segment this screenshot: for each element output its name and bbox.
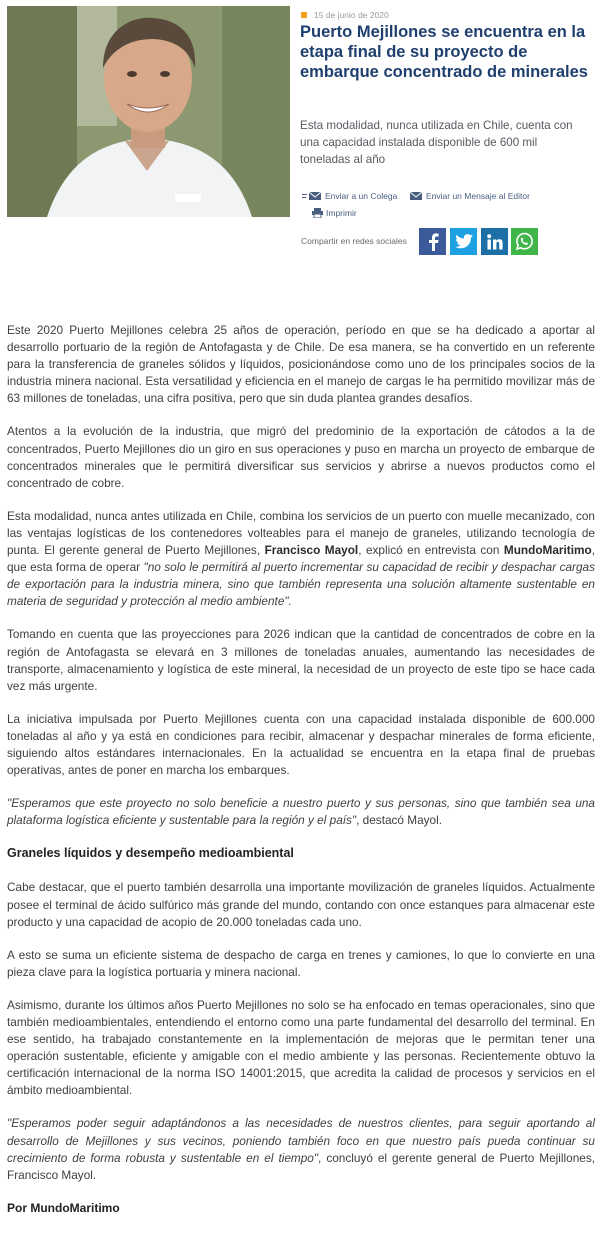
- article-byline: Por MundoMaritimo: [7, 1200, 120, 1215]
- date-text: 15 de junio de 2020: [314, 10, 389, 20]
- paragraph-2: Atentos a la evolución de la industria, que migró del predominio de la exportación de cátodos a la de concentrados, Puerto Mejillones dio un giro en sus operaciones y puso en marcha un proyecto de embarque de concentrados minerales que le permitirá diversificar sus servicios y abrirse a nuevos productos como el concentrado de cobre.: [7, 424, 595, 490]
- portrait-illustration: [7, 6, 290, 217]
- date-marker-icon: [301, 12, 307, 18]
- quote-2-attribution: , concluyó el gerente general de Puerto Mejillones, Francisco Mayol.: [7, 1150, 596, 1182]
- paragraph-8: Asimismo, durante los últimos años Puerto Mejillones no solo se ha enfocado en temas operacionales, sino que también medioambientales, entendiendo el entorno como una parte fundamental del desarrollo del terminal. En ese sentido, ha trabajado constantemente en la implementación de mejoras que le permitan tener una operación sustentable, eficiente y amigable con el medio ambiente y las personas. Recientemente obtuvo la certificación internacional de la norma ISO 14001:2015, que acredita la calidad de procesos y servicios en el ámbito medioambiental.: [7, 997, 595, 1098]
- article-headline: Puerto Mejillones se encuentra en la etapa final de su proyecto de embarque concentrado de minerales: [300, 23, 588, 81]
- paragraph-3-quote: "no solo le permitirá al puerto incrementar su capacidad de recibir y despachar cargas de exportación para la industria minera, sino que también representa una solución altamente sustentable en materia de seguridad y protección al medio ambiente".: [7, 560, 595, 609]
- quote-1-attribution: , destacó Mayol.: [356, 813, 443, 828]
- email-editor-icon: [409, 191, 423, 201]
- share-label: Compartir en redes sociales: [301, 236, 407, 246]
- outlet-name: MundoMaritimo: [503, 543, 592, 558]
- paragraph-3: [7, 508, 595, 611]
- print-link[interactable]: [312, 208, 357, 218]
- paragraph-5: La iniciativa impulsada por Puerto Mejillones cuenta con una capacidad instalada disponible de 600.000 toneladas al año y ya está en condiciones para recibir, almacenar y despachar minerales de forma eficiente, siguiendo altos estándares internacionales. En la actualidad se encuentra en la etapa final de pruebas operativas, antes de poner en marcha los embarques.: [7, 711, 595, 778]
- send-to-editor-link[interactable]: [409, 191, 530, 201]
- twitter-icon: [455, 234, 473, 249]
- publish-date: [301, 9, 389, 21]
- quote-1-text: "Esperamos que este proyecto no solo beneficie a nuestro puerto y sus personas, sino que también sea una plataforma logística eficiente y sustentable para la región y el país": [7, 796, 595, 828]
- section-subheading: Graneles líquidos y desempeño medioambiental: [7, 846, 294, 861]
- article-body: [7, 322, 595, 1217]
- paragraph-3-text-b: , explicó en entrevista con: [358, 543, 504, 558]
- paragraph-4: Tomando en cuenta que las proyecciones para 2026 indican que la cantidad de concentrados de cobre en la región de Antofagasta se elevará en 3 millones de toneladas anuales, aumentando las necesidades de transporte, almacenamiento y logística de este mineral, la necesidad de un proyecto de este tipo se hace cada vez más urgente.: [7, 627, 595, 693]
- facebook-share-button[interactable]: [419, 228, 446, 255]
- quote-2: [7, 1115, 595, 1183]
- quote-1: [7, 795, 595, 829]
- linkedin-share-button[interactable]: [481, 228, 508, 255]
- email-colleague-icon: [302, 191, 322, 201]
- print-label: Imprimir: [326, 208, 357, 218]
- article-lead: Esta modalidad, nunca utilizada en Chile, cuenta con una capacidad instalada disponible de 600 mil toneladas al año: [300, 119, 573, 166]
- send-to-colleague-link[interactable]: [302, 191, 397, 201]
- printer-icon: [312, 208, 323, 218]
- quote-2-text: "Esperamos poder seguir adaptándonos a las necesidades de nuestros clientes, para seguir aportando al desarrollo de Mejillones y sus vecinos, poniendo también foco en que nuestro país pueda continuar su crecimiento de forma robusta y sustentable en el tiempo": [7, 1116, 595, 1165]
- paragraph-7: A esto se suma un eficiente sistema de despacho de carga en trenes y camiones, lo que lo convierte en una pieza clave para la logística portuaria y minera nacional.: [7, 947, 595, 979]
- paragraph-6: Cabe destacar, que el puerto también desarrolla una importante movilización de graneles líquidos. Actualmente posee el terminal de ácido sulfúrico más grande del mundo, contando con once estanques para almacenar este producto y una capacidad de acopio de 20.000 toneladas cada uno.: [7, 880, 595, 929]
- whatsapp-icon: [515, 232, 534, 251]
- paragraph-3-text-a: Esta modalidad, nunca antes utilizada en Chile, combina los servicios de un puerto con muelle mecanizado, con las ventajas logísticas de los contenedores volteables para el manejo de graneles, utilizando tecnología de punta. El gerente general de Puerto Mejillones,: [7, 508, 595, 558]
- whatsapp-share-button[interactable]: [511, 228, 538, 255]
- facebook-icon: [426, 233, 440, 251]
- article-photo: [7, 6, 290, 217]
- executive-name: Francisco Mayol: [264, 543, 359, 558]
- paragraph-3-text-c: , que esta forma de operar: [7, 543, 595, 575]
- twitter-share-button[interactable]: [450, 228, 477, 255]
- linkedin-icon: [487, 234, 503, 250]
- send-to-editor-label: Enviar un Mensaje al Editor: [426, 191, 530, 201]
- paragraph-1: Este 2020 Puerto Mejillones celebra 25 años de operación, período en que se ha dedicado a aportar al desarrollo portuario de la región de Antofagasta y de Chile. De esa manera, se ha convertido en un referente para la transferencia de graneles sólidos y líquidos, posicionándose como uno de los principales socios de la industria minera nacional. Esta versatilidad y eficiencia en el manejo de cargas le ha permitido movilizar más de 63 millones de toneladas, una cifra positiva, pero que sin duda plantea grandes desafíos.: [7, 323, 595, 406]
- send-to-colleague-label: Enviar a un Colega: [325, 191, 398, 201]
